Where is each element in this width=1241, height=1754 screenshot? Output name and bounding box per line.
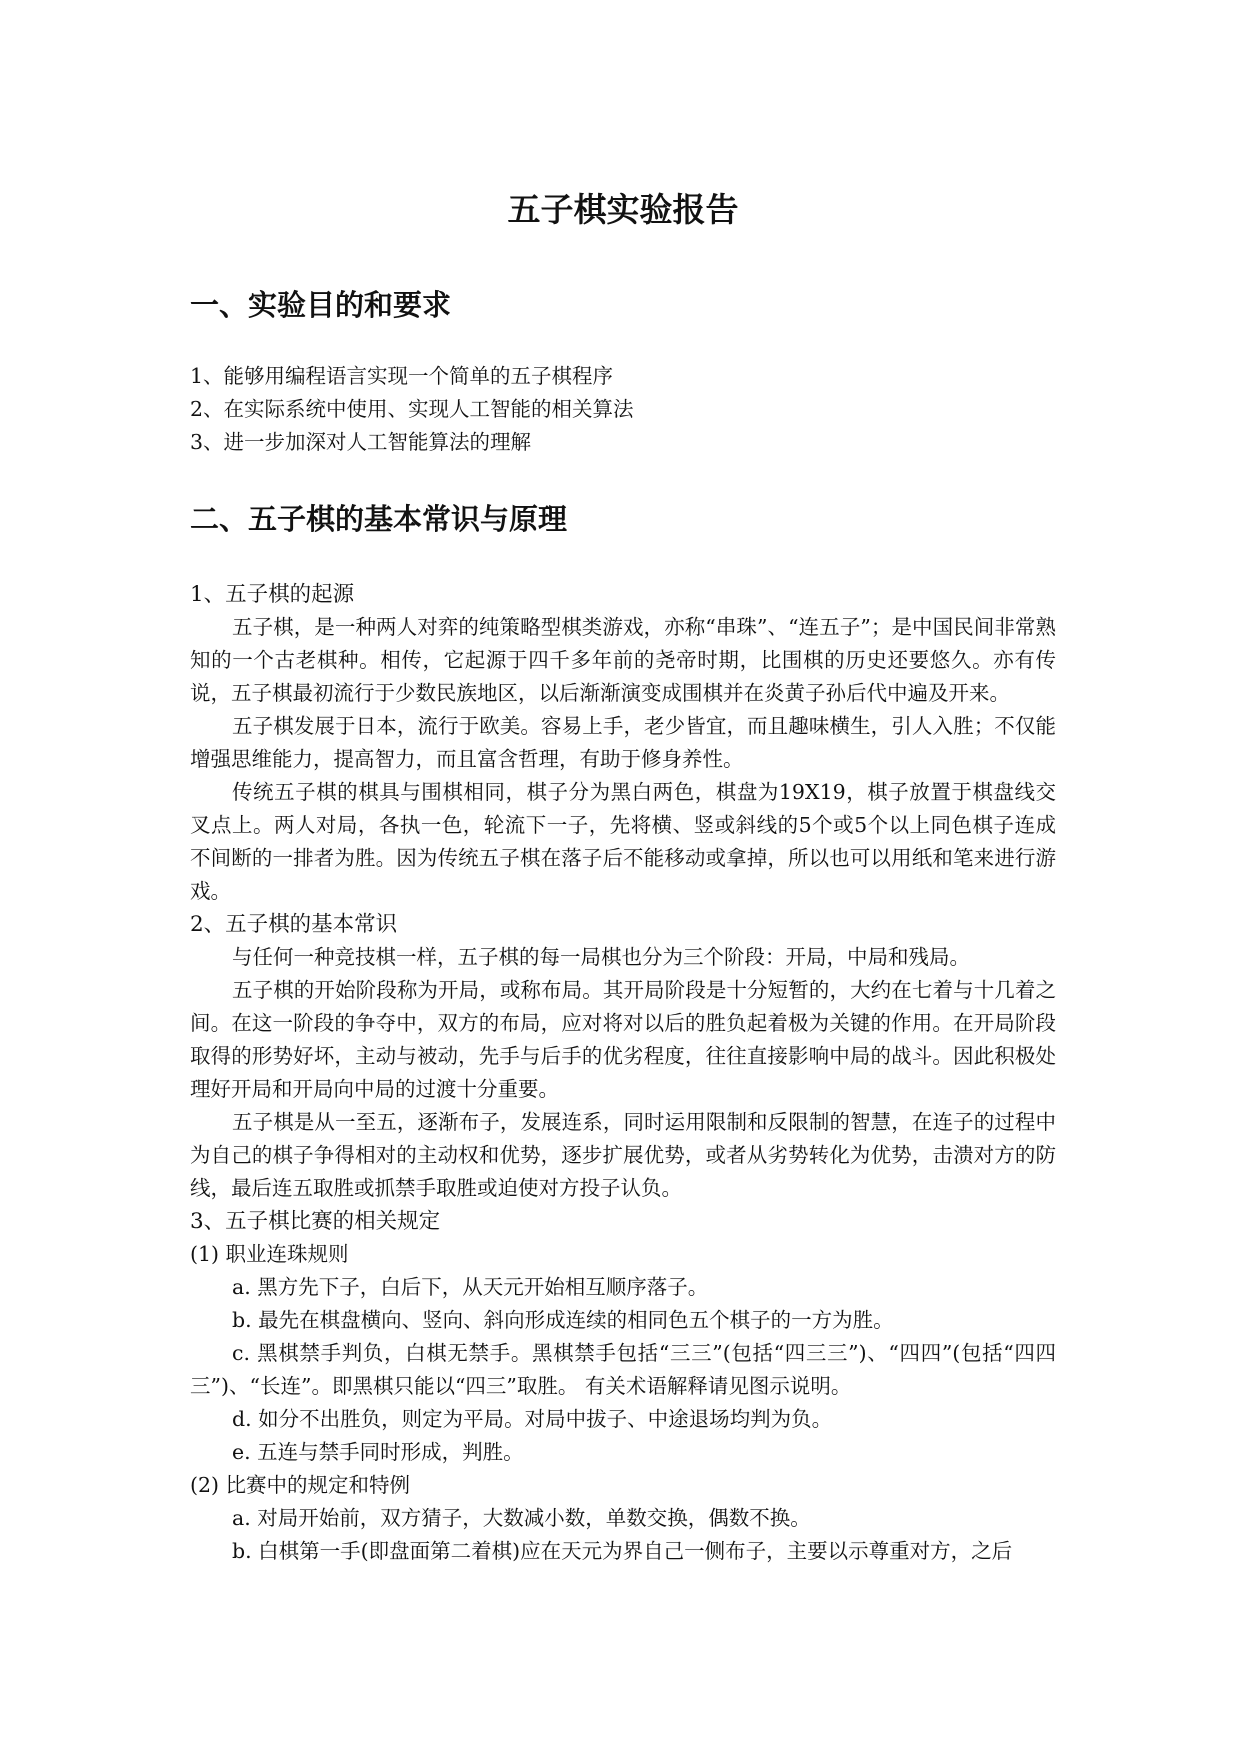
paragraph: 五子棋发展于日本，流行于欧美。容易上手，老少皆宜，而且趣味横生，引人入胜；不仅能增强思维能力，提高智力，而且富含哲理，有助于修身养性。: [190, 714, 1056, 771]
list-item: 2、在实际系统中使用、实现人工智能的相关算法: [190, 397, 634, 421]
rules-part-heading: (2) 比赛中的规定和特例: [190, 1473, 411, 1497]
rule-item: c. 黑棋禁手判负，白棋无禁手。黑棋禁手包括“三三”(包括“四三三”)、“四四”(包括“四四三”)、“长连”。即黑棋只能以“四三”取胜。 有关术语解释请见图示说明。: [190, 1341, 1056, 1398]
rule-item: a. 对局开始前，双方猜子，大数减小数，单数交换，偶数不换。: [232, 1506, 811, 1530]
rule-item: b. 白棋第一手(即盘面第二着棋)应在天元为界自己一侧布子，主要以示尊重对方，之后: [232, 1539, 1013, 1563]
rule-item: b. 最先在棋盘横向、竖向、斜向形成连续的相同色五个棋子的一方为胜。: [232, 1308, 894, 1332]
rules-part-heading: (1) 职业连珠规则: [190, 1242, 349, 1266]
list-item: 1、能够用编程语言实现一个简单的五子棋程序: [190, 364, 614, 388]
section-heading-objectives: 一、实验目的和要求: [190, 288, 452, 322]
paragraph: 五子棋是从一至五，逐渐布子，发展连系，同时运用限制和反限制的智慧，在连子的过程中为自己的棋子争得相对的主动权和优势，逐步扩展优势，或者从劣势转化为优势，击溃对方的防线，最后连五取胜或抓禁手取胜或迫使对方投子认负。: [190, 1110, 1056, 1200]
paragraph: 五子棋，是一种两人对弈的纯策略型棋类游戏，亦称“串珠”、“连五子”；是中国民间非常熟知的一个古老棋种。相传，它起源于四千多年前的尧帝时期，比围棋的历史还要悠久。亦有传说，五子棋最初流行于少数民族地区，以后渐渐演变成围棋并在炎黄子孙后代中遍及开来。: [190, 615, 1056, 705]
objectives-list: [190, 360, 1056, 459]
rule-item: d. 如分不出胜负，则定为平局。对局中拔子、中途退场均判为负。: [232, 1407, 833, 1431]
rule-item: a. 黑方先下子，白后下，从天元开始相互顺序落子。: [232, 1275, 709, 1299]
basics-body: [190, 578, 1056, 1568]
section-heading-basics: 二、五子棋的基本常识与原理: [190, 502, 568, 536]
subheading-competition-rules: 3、五子棋比赛的相关规定: [190, 1209, 441, 1234]
rule-item: e. 五连与禁手同时形成，判胜。: [232, 1440, 524, 1464]
paragraph: 传统五子棋的棋具与围棋相同，棋子分为黑白两色，棋盘为19X19，棋子放置于棋盘线交叉点上。两人对局，各执一色，轮流下一子，先将横、竖或斜线的5个或5个以上同色棋子连成不间断的一排者为胜。因为传统五子棋在落子后不能移动或拿掉，所以也可以用纸和笔来进行游戏。: [190, 780, 1056, 903]
paragraph: 与任何一种竞技棋一样，五子棋的每一局棋也分为三个阶段：开局，中局和残局。: [232, 945, 970, 969]
document-title: 五子棋实验报告: [507, 190, 739, 229]
document-page: [190, 0, 1056, 1754]
paragraph: 五子棋的开始阶段称为开局，或称布局。其开局阶段是十分短暂的，大约在七着与十几着之间。在这一阶段的争夺中，双方的布局，应对将对以后的胜负起着极为关键的作用。在开局阶段取得的形势好坏，主动与被动，先手与后手的优劣程度，往往直接影响中局的战斗。因此积极处理好开局和开局向中局的过渡十分重要。: [190, 978, 1056, 1101]
list-item: 3、进一步加深对人工智能算法的理解: [190, 430, 532, 454]
subheading-origin: 1、五子棋的起源: [190, 582, 355, 607]
subheading-common-knowledge: 2、五子棋的基本常识: [190, 912, 398, 937]
